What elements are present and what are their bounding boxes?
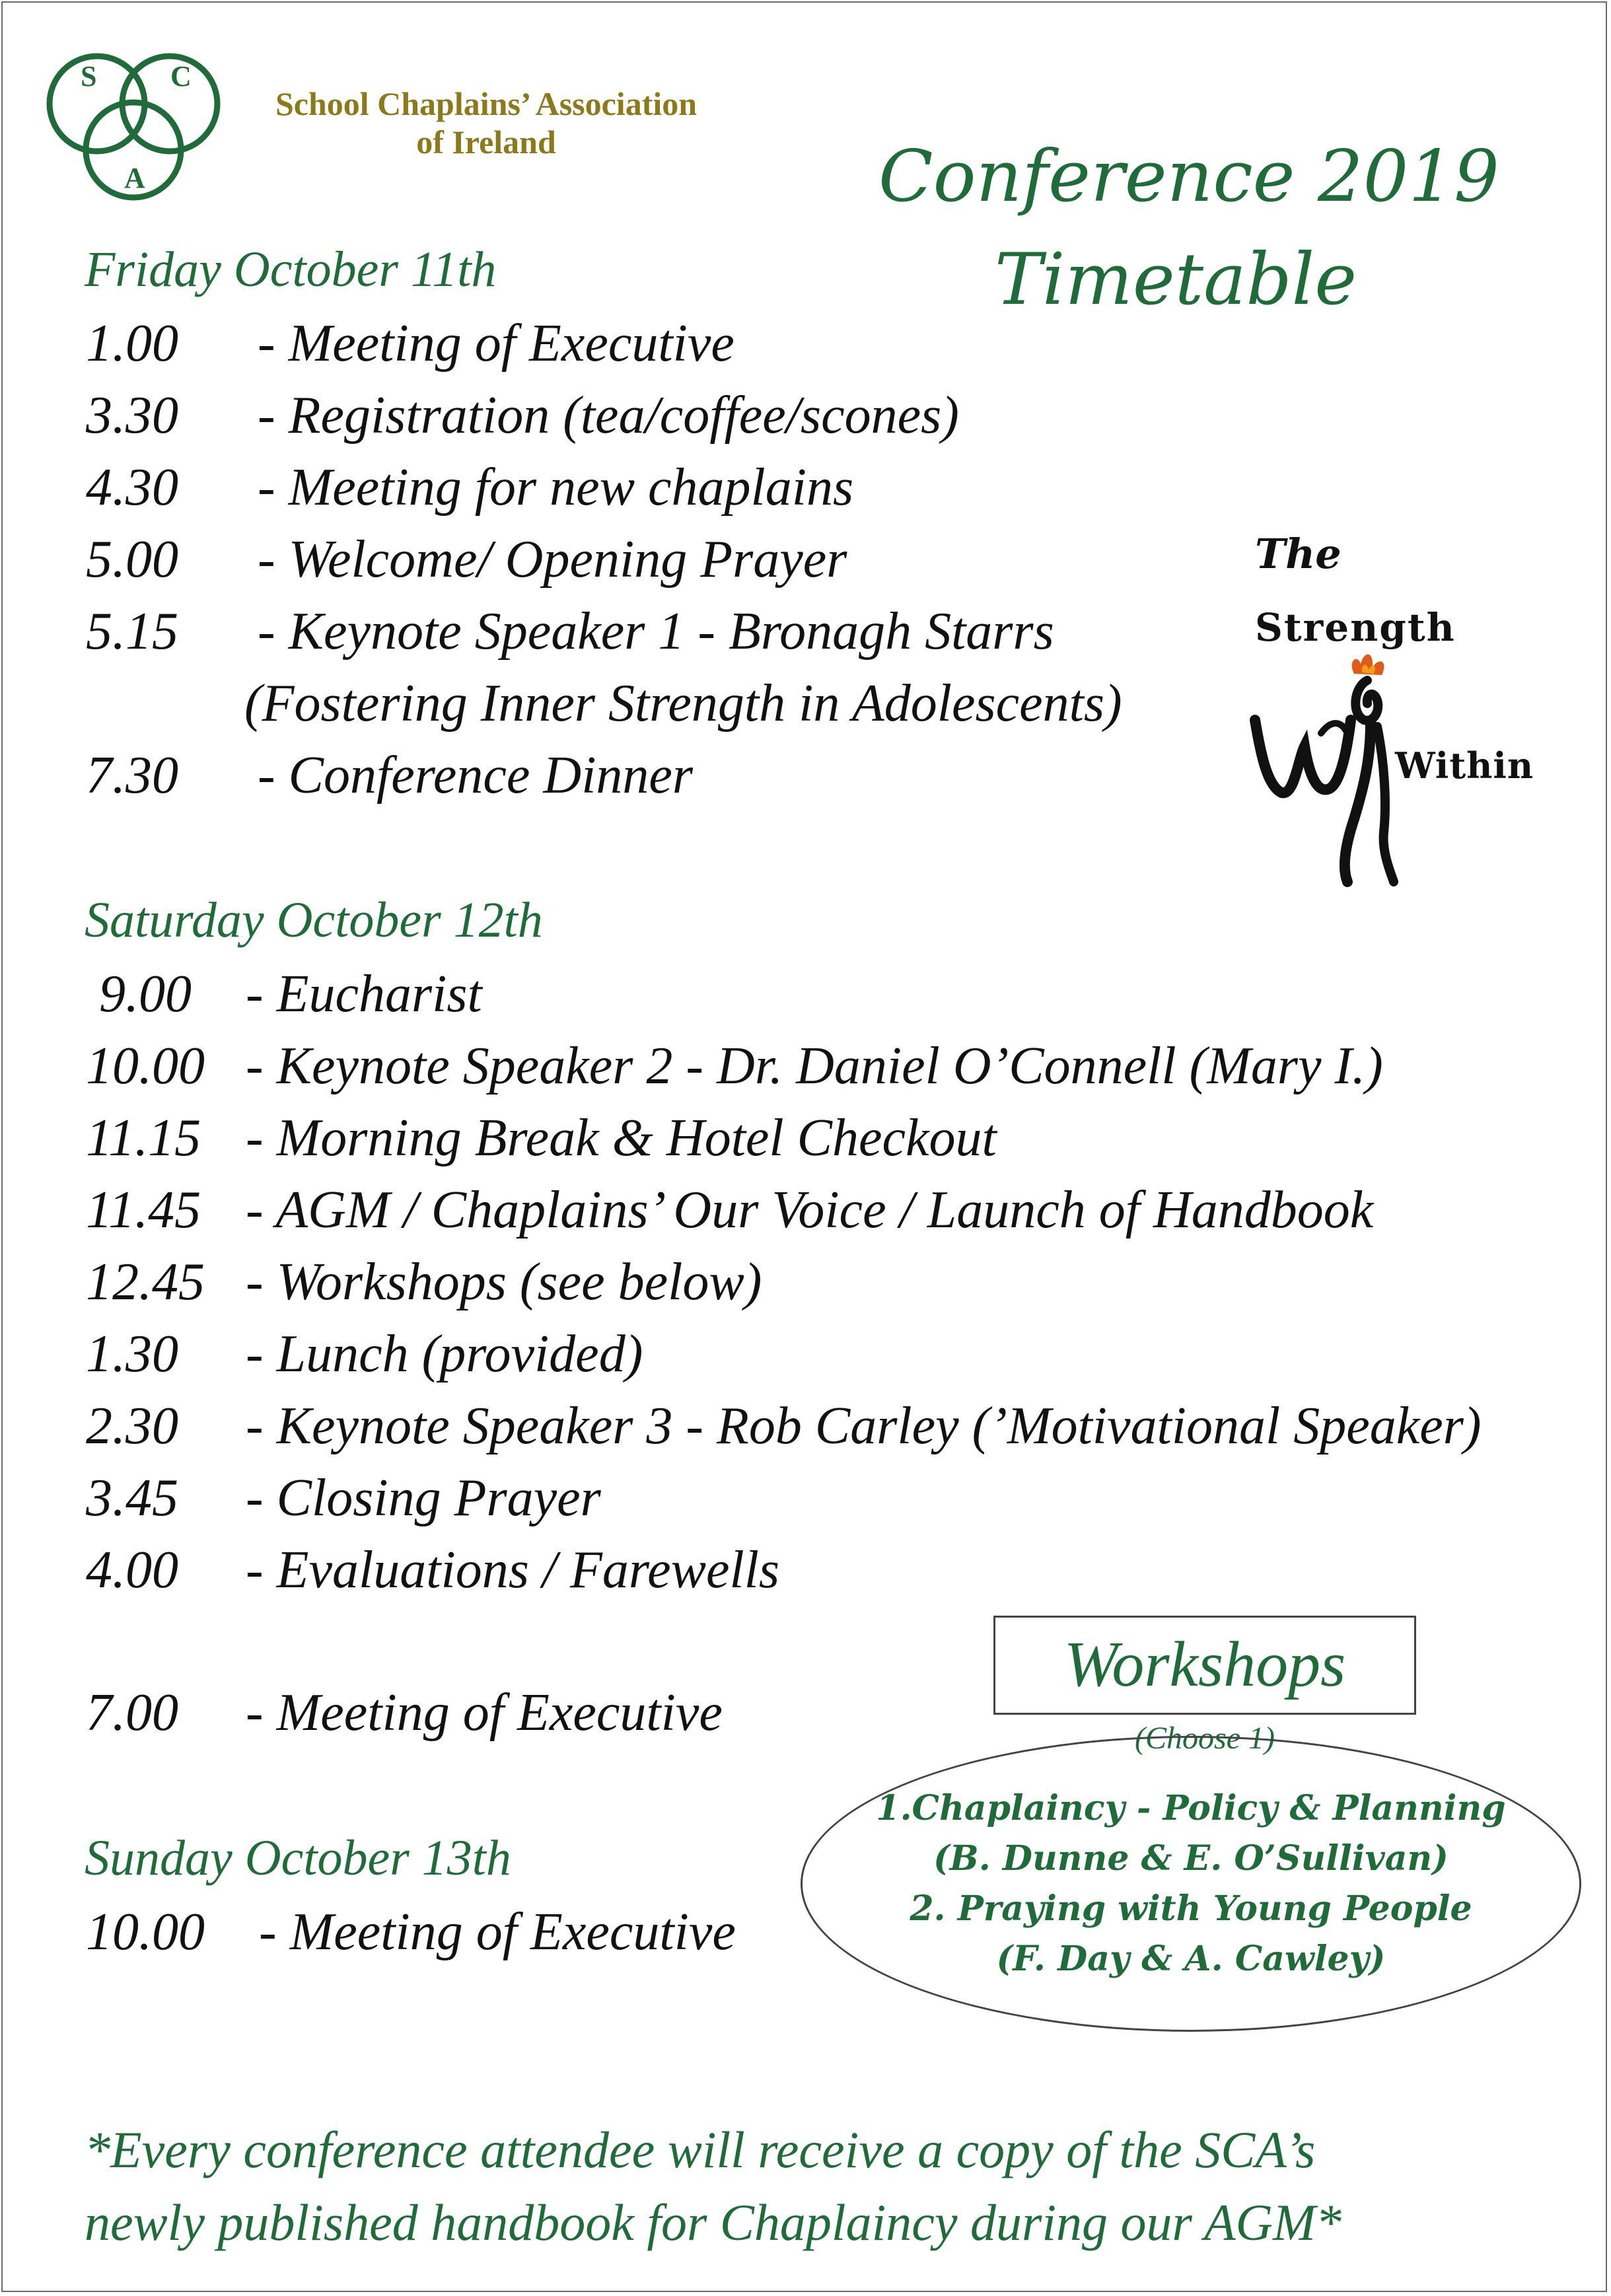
figure-leg-right-icon	[1377, 727, 1394, 882]
schedule-time: 11.15	[86, 1109, 201, 1167]
workshop-item: 2. Praying with Young People	[910, 1888, 1472, 1929]
schedule-time: 1.30	[86, 1325, 178, 1383]
sunday-heading: Sunday October 13th	[85, 1830, 511, 1886]
schedule-time: 5.00	[86, 530, 178, 589]
schedule-row	[86, 1252, 762, 1318]
sca-logo	[34, 41, 233, 199]
schedule-text: - AGM / Chaplains’ Our Voice / Launch of Handbook	[246, 1181, 1374, 1239]
page-title	[878, 126, 1499, 332]
schedule-text: - Meeting of Executive	[258, 314, 734, 373]
workshops-list	[814, 1783, 1568, 1984]
organization-name	[235, 85, 737, 161]
schedule-text: - Keynote Speaker 3 - Rob Carley (’Motivational Speaker)	[246, 1397, 1482, 1455]
saturday-heading: Saturday October 12th	[85, 892, 543, 948]
schedule-time: 11.45	[86, 1181, 201, 1239]
footer-line1: *Every conference attendee will receive a copy of the SCA’s	[85, 2121, 1316, 2178]
schedule-row	[86, 1180, 1373, 1246]
schedule-text: - Welcome/ Opening Prayer	[258, 530, 847, 589]
workshop-facilitators: (B. Dunne & E. O’Sullivan)	[933, 1838, 1449, 1879]
schedule-text: - Evaluations / Farewells	[246, 1541, 780, 1599]
organization-name-line1: School Chaplains’ Association	[275, 85, 698, 122]
workshops-heading-box: Workshops	[993, 1616, 1416, 1715]
schedule-text: - Keynote Speaker 2 - Dr. Daniel O’Connell (Mary I.)	[246, 1037, 1383, 1095]
schedule-time: 3.30	[86, 386, 178, 445]
schedule-row	[86, 746, 693, 812]
schedule-time: 2.30	[86, 1397, 178, 1455]
workshops-choose-note: (Choose 1)	[1135, 1721, 1275, 1756]
schedule-row	[86, 1683, 723, 1749]
schedule-row	[86, 1108, 997, 1174]
schedule-time: 4.30	[86, 458, 178, 517]
schedule-row	[86, 458, 853, 524]
footer-line2: newly published handbook for Chaplaincy during our AGM*	[85, 2194, 1342, 2251]
schedule-time: 3.45	[86, 1469, 178, 1527]
schedule-time: 5.15	[86, 602, 178, 661]
schedule-text: - Meeting of Executive	[259, 1903, 736, 1961]
schedule-text: (Fostering Inner Strength in Adolescents)	[244, 674, 1122, 733]
workshop-item: 1.Chaplaincy - Policy & Planning	[876, 1788, 1506, 1828]
schedule-time: 10.00	[86, 1037, 205, 1095]
schedule-row-continuation	[86, 674, 1122, 740]
schedule-time: 7.30	[86, 746, 178, 805]
workshop-facilitators: (F. Day & A. Cawley)	[996, 1939, 1386, 1979]
figure-head-icon	[1355, 680, 1378, 721]
title-line2: Timetable	[994, 238, 1357, 321]
schedule-row	[86, 1468, 601, 1534]
schedule-text: - Keynote Speaker 1 - Bronagh Starrs	[258, 602, 1054, 661]
schedule-row	[99, 964, 482, 1030]
emblem-word-strength: Strength	[1255, 605, 1456, 650]
letter-w-icon	[1255, 720, 1351, 793]
schedule-text: - Registration (tea/coffee/scones)	[258, 386, 959, 445]
schedule-row	[86, 602, 1054, 668]
schedule-time: 12.45	[86, 1253, 205, 1311]
footer-note	[85, 2114, 1571, 2259]
emblem-word-the: The	[1255, 530, 1342, 578]
schedule-row	[86, 530, 847, 596]
schedule-text: - Lunch (provided)	[246, 1325, 643, 1383]
schedule-row	[86, 1902, 736, 1968]
schedule-text: - Conference Dinner	[258, 746, 694, 805]
schedule-text: - Meeting for new chaplains	[258, 458, 854, 517]
schedule-row	[86, 1036, 1383, 1102]
schedule-row	[86, 1396, 1482, 1462]
schedule-row	[86, 314, 734, 380]
logo-letter-a: A	[124, 162, 145, 194]
title-line1: Conference 2019	[878, 135, 1499, 218]
schedule-row	[86, 386, 959, 452]
schedule-text: - Meeting of Executive	[246, 1684, 723, 1742]
schedule-time: 9.00	[99, 965, 192, 1023]
emblem-word-within: Within	[1395, 744, 1534, 787]
schedule-text: - Closing Prayer	[246, 1469, 601, 1527]
schedule-time: 4.00	[86, 1541, 178, 1599]
schedule-text: - Eucharist	[246, 965, 482, 1023]
logo-letter-c: C	[170, 60, 192, 92]
schedule-time: 7.00	[86, 1684, 178, 1742]
schedule-time: 1.00	[86, 314, 178, 373]
schedule-row	[86, 1324, 643, 1390]
schedule-row	[86, 1540, 779, 1606]
schedule-text: - Morning Break & Hotel Checkout	[246, 1109, 997, 1167]
logo-letter-s: S	[81, 60, 97, 92]
friday-heading: Friday October 11th	[85, 242, 497, 297]
organization-name-line2: of Ireland	[416, 124, 556, 161]
letter-w-swash-icon	[1321, 723, 1347, 733]
strength-within-emblem	[1242, 522, 1534, 892]
schedule-time: 10.00	[86, 1903, 205, 1961]
schedule-text: - Workshops (see below)	[246, 1253, 762, 1311]
